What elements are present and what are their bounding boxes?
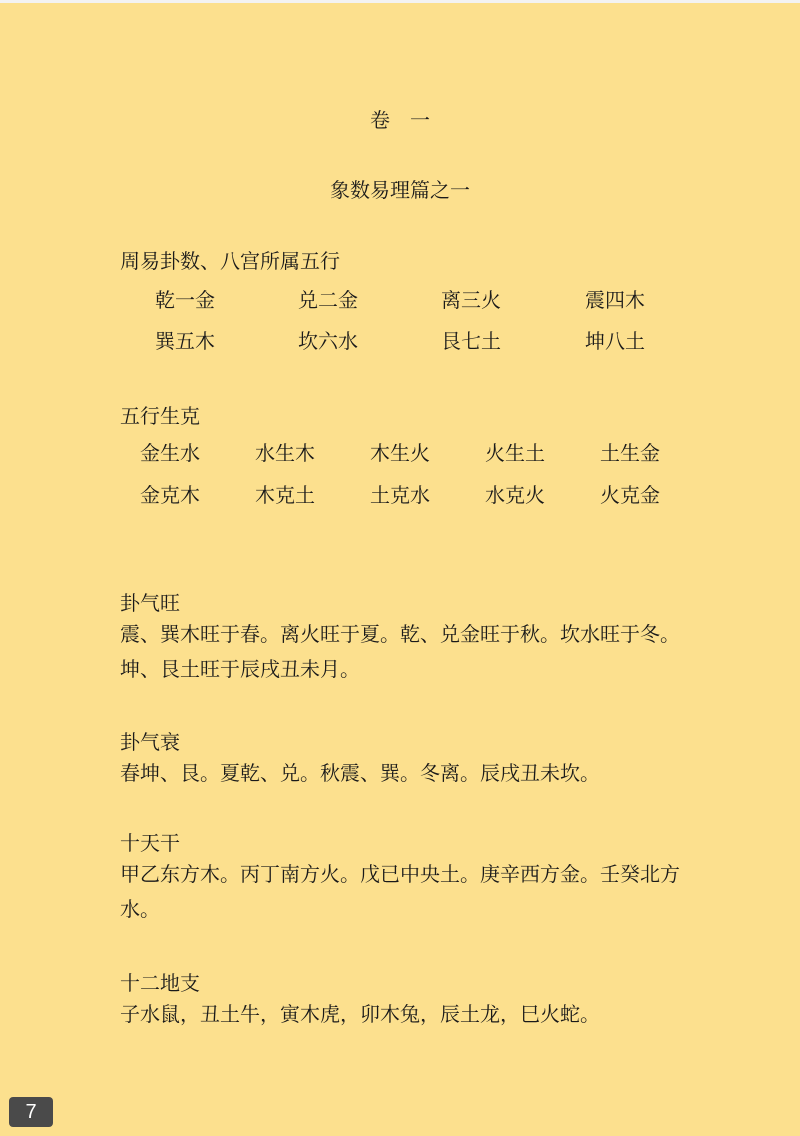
table-cell: 震四木 xyxy=(585,288,645,312)
page-subtitle: 象数易理篇之一 xyxy=(330,178,470,202)
section-heading-guaqi-wang: 卦气旺 xyxy=(120,591,180,615)
table-cell: 巽五木 xyxy=(155,329,215,353)
table-cell: 坎六水 xyxy=(298,329,358,353)
section-heading-bagua-numbers: 周易卦数、八宫所属五行 xyxy=(120,249,340,273)
table-cell: 火生土 xyxy=(485,441,545,465)
table-cell: 水生木 xyxy=(255,441,315,465)
table-cell: 金克木 xyxy=(140,483,200,507)
page-title: 卷 一 xyxy=(370,108,430,132)
top-border xyxy=(0,0,800,3)
paragraph-dizhi: 子水鼠，丑土牛，寅木虎，卯木兔，辰土龙，巳火蛇。 xyxy=(120,1002,600,1026)
table-cell: 土克水 xyxy=(370,483,430,507)
section-heading-tiangan: 十天干 xyxy=(120,831,180,855)
paragraph-guaqi-wang: 震、巽木旺于春。离火旺于夏。乾、兑金旺于秋。坎水旺于冬。坤、艮土旺于辰戌丑未月。 xyxy=(120,622,680,681)
table-cell: 乾一金 xyxy=(155,288,215,312)
table-cell: 金生水 xyxy=(140,441,200,465)
table-cell: 坤八土 xyxy=(585,329,645,353)
section-heading-wuxing: 五行生克 xyxy=(120,404,200,428)
paragraph-tiangan: 甲乙东方木。丙丁南方火。戊已中央土。庚辛西方金。壬癸北方水。 xyxy=(120,862,680,921)
section-heading-guaqi-shuai: 卦气衰 xyxy=(120,730,180,754)
paragraph-guaqi-shuai: 春坤、艮。夏乾、兑。秋震、巽。冬离。辰戌丑未坎。 xyxy=(120,761,600,785)
table-cell: 木克土 xyxy=(255,483,315,507)
page-number-badge: 7 xyxy=(9,1097,53,1127)
section-heading-dizhi: 十二地支 xyxy=(120,971,200,995)
table-cell: 土生金 xyxy=(600,441,660,465)
table-cell: 火克金 xyxy=(600,483,660,507)
table-cell: 离三火 xyxy=(441,288,501,312)
table-cell: 木生火 xyxy=(370,441,430,465)
table-cell: 兑二金 xyxy=(298,288,358,312)
table-cell: 水克火 xyxy=(485,483,545,507)
table-cell: 艮七土 xyxy=(441,329,501,353)
